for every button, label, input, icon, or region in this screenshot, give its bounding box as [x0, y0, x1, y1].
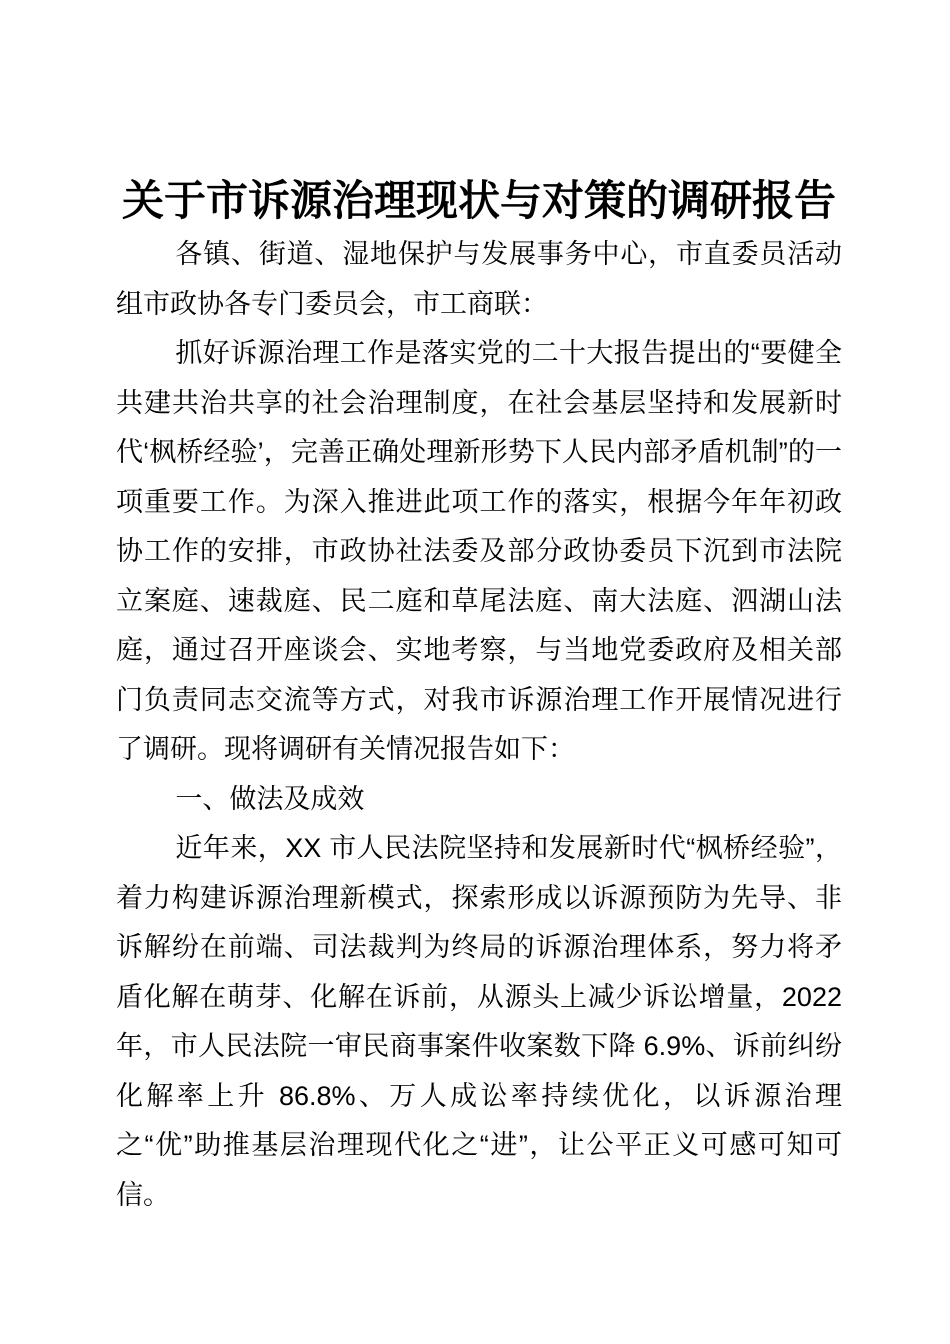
- paragraph-recipients: 各镇、街道、湿地保护与发展事务中心，市直委员活动组市政协各专门委员会，市工商联：: [116, 239, 842, 319]
- document-title: 关于市诉源治理现状与对策的调研报告: [121, 177, 836, 224]
- section-heading-1: 一、做法及成效: [175, 783, 365, 814]
- paragraph-intro: 抓好诉源治理工作是落实党的二十大报告提出的“要健全共建共治共享的社会治理制度，在社会基层坚持和发展新时代‘枫桥经验’，完善正确处理新形势下人民内部矛盾机制”的一项重要工作。为深入推进此项工作的落实，根据今年年初政协工作的安排，市政协社法委及部分政协委员下沉到市法院立案庭、速裁庭、民二庭和草尾法庭、南大法庭、泗湖山法庭，通过召开座谈会、实地考察，与当地党委政府及相关部门负责同志交流等方式，对我市诉源治理工作开展情况进行了调研。现将调研有关情况报告如下：: [116, 338, 842, 764]
- paragraph-achievements: 近年来，XX 市人民法院坚持和发展新时代“枫桥经验”，着力构建诉源治理新模式，探索形成以诉源预防为先导、非诉解纷在前端、司法裁判为终局的诉源治理体系，努力将矛盾化解在萌芽、化解在诉前，从源头上减少诉讼增量，2022 年，市人民法院一审民商事案件收案数下降 6.9%、诉前纠纷化解率上升 86.8%、万人成讼率持续优化，以诉源治理之“优”助推基层治理现代化之“进”，让公平正义可感可知可信。: [116, 833, 842, 1210]
